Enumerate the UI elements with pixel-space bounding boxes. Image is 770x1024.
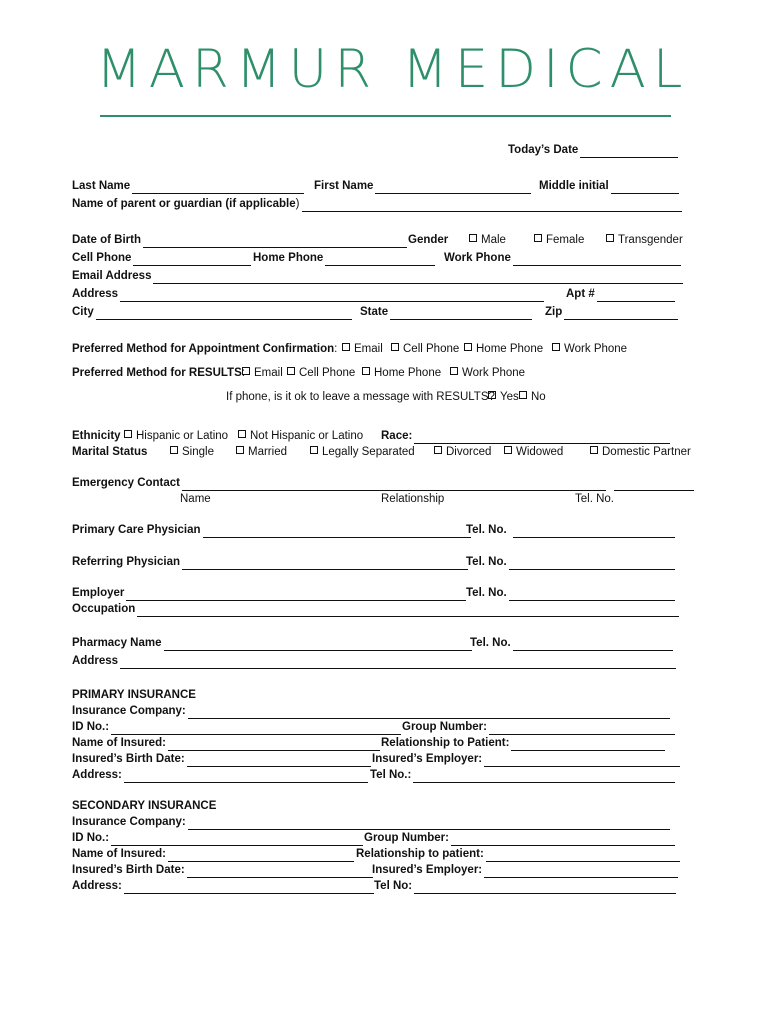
pharmacy-field[interactable] bbox=[164, 639, 472, 651]
checkbox-icon[interactable] bbox=[170, 446, 178, 454]
results-message-row bbox=[72, 389, 682, 405]
primary-ins-relationship-field[interactable] bbox=[511, 739, 665, 751]
email-row bbox=[72, 268, 682, 284]
pcp-label: Primary Care Physician bbox=[72, 524, 201, 536]
secondary-ins-employer-field[interactable] bbox=[484, 866, 678, 878]
pcp-row bbox=[72, 522, 682, 538]
marital-married-option[interactable]: Married bbox=[236, 444, 287, 460]
primary-ins-id-label: ID No.: bbox=[72, 721, 110, 733]
work-phone-label: Work Phone bbox=[444, 252, 511, 264]
results-method-row: Preferred Method for RESULTS : Email Cell Phone Home Phone Work Phone bbox=[72, 367, 526, 379]
parent-row bbox=[72, 196, 682, 212]
state-field[interactable] bbox=[390, 308, 532, 320]
first-name-field[interactable] bbox=[375, 182, 531, 194]
primary-ins-birth-field[interactable] bbox=[187, 755, 371, 767]
gender-label: Gender bbox=[408, 234, 449, 246]
primary-ins-id-row bbox=[72, 719, 682, 735]
address-label: Address bbox=[72, 288, 119, 300]
results-cell-option[interactable]: Cell Phone bbox=[299, 367, 356, 379]
pcp-field[interactable] bbox=[203, 526, 471, 538]
results-message-question: If phone, is it ok to leave a message with RESULTS? bbox=[226, 391, 495, 403]
checkbox-icon[interactable] bbox=[287, 367, 295, 375]
primary-ins-relationship-label: Relationship to Patient: bbox=[381, 737, 510, 749]
checkbox-icon[interactable] bbox=[238, 430, 246, 438]
checkbox-icon[interactable] bbox=[534, 234, 542, 242]
employer-row bbox=[72, 585, 682, 601]
checkbox-icon[interactable] bbox=[342, 343, 350, 351]
primary-ins-tel-field[interactable] bbox=[413, 771, 675, 783]
checkbox-icon[interactable] bbox=[464, 343, 472, 351]
primary-ins-company-row bbox=[72, 703, 682, 719]
address-row bbox=[72, 286, 682, 302]
emergency-sub-name: Name bbox=[180, 493, 211, 505]
occupation-label: Occupation bbox=[72, 603, 136, 615]
secondary-ins-birth-label: Insured’s Birth Date: bbox=[72, 864, 185, 876]
referring-tel-label: Tel. No. bbox=[466, 556, 507, 568]
marital-separated-option[interactable]: Legally Separated bbox=[310, 444, 415, 460]
checkbox-icon[interactable] bbox=[450, 367, 458, 375]
employer-field[interactable] bbox=[126, 589, 466, 601]
secondary-ins-tel-label: Tel No: bbox=[374, 880, 413, 892]
emergency-sub-relationship: Relationship bbox=[381, 493, 445, 505]
emergency-field[interactable] bbox=[182, 479, 606, 491]
city-label: City bbox=[72, 306, 94, 318]
checkbox-icon[interactable] bbox=[590, 446, 598, 454]
referring-label: Referring Physician bbox=[72, 556, 181, 568]
appt-work-option[interactable]: Work Phone bbox=[552, 341, 627, 357]
checkbox-icon[interactable] bbox=[124, 430, 132, 438]
secondary-ins-heading: SECONDARY INSURANCE bbox=[72, 800, 217, 812]
primary-ins-insured-field[interactable] bbox=[168, 739, 380, 751]
pharmacy-label: Pharmacy Name bbox=[72, 637, 162, 649]
email-label: Email Address bbox=[72, 270, 152, 282]
primary-ins-company-label: Insurance Company: bbox=[72, 705, 186, 717]
checkbox-icon[interactable] bbox=[504, 446, 512, 454]
primary-ins-birth-label: Insured’s Birth Date: bbox=[72, 753, 185, 765]
primary-ins-birth-row bbox=[72, 751, 682, 767]
primary-ins-company-field[interactable] bbox=[188, 707, 670, 719]
appt-email-option[interactable]: Email bbox=[342, 341, 383, 357]
secondary-ins-company-label: Insurance Company: bbox=[72, 816, 186, 828]
secondary-ins-company-field[interactable] bbox=[188, 818, 670, 830]
name-row bbox=[72, 178, 682, 194]
marital-single-option[interactable]: Single bbox=[170, 444, 214, 460]
referring-row bbox=[72, 554, 682, 570]
primary-ins-id-field[interactable] bbox=[111, 723, 401, 735]
primary-ins-address-row bbox=[72, 767, 682, 783]
emergency-label: Emergency Contact bbox=[72, 477, 181, 489]
secondary-ins-group-label: Group Number: bbox=[364, 832, 449, 844]
parent-field[interactable] bbox=[302, 200, 682, 212]
last-name-label: Last Name bbox=[72, 180, 131, 192]
todays-date-label: Today’s Date bbox=[508, 144, 579, 156]
primary-ins-address-label: Address: bbox=[72, 769, 122, 781]
pharmacy-address-label: Address bbox=[72, 655, 119, 667]
secondary-ins-relationship-label: Relationship to patient: bbox=[356, 848, 484, 860]
secondary-ins-address-row bbox=[72, 878, 682, 894]
appt-method-label: Preferred Method for Appointment Confirmation bbox=[72, 343, 335, 355]
secondary-ins-group-field[interactable] bbox=[451, 834, 675, 846]
secondary-ins-relationship-field[interactable] bbox=[486, 850, 680, 862]
marital-domestic-option[interactable]: Domestic Partner bbox=[590, 444, 691, 460]
referring-field[interactable] bbox=[182, 558, 468, 570]
ethnicity-not-hispanic-option[interactable]: Not Hispanic or Latino bbox=[238, 428, 363, 444]
pharmacy-address-row bbox=[72, 653, 682, 669]
cell-phone-field[interactable] bbox=[133, 254, 251, 266]
marital-divorced-option[interactable]: Divorced bbox=[434, 444, 491, 460]
checkbox-icon[interactable] bbox=[242, 367, 250, 375]
gender-male-option[interactable]: Male bbox=[469, 232, 506, 248]
pharmacy-address-field[interactable] bbox=[120, 657, 676, 669]
ethnicity-row bbox=[72, 428, 682, 444]
dob-label: Date of Birth bbox=[72, 234, 141, 246]
checkbox-icon[interactable] bbox=[488, 391, 496, 399]
employer-tel-label: Tel. No. bbox=[466, 587, 507, 599]
secondary-ins-id-field[interactable] bbox=[111, 834, 363, 846]
primary-ins-group-field[interactable] bbox=[489, 723, 675, 735]
primary-ins-employer-field[interactable] bbox=[484, 755, 680, 767]
parent-label-close: ) bbox=[295, 198, 300, 210]
secondary-ins-heading-row bbox=[72, 798, 682, 814]
apt-field[interactable] bbox=[597, 290, 675, 302]
middle-initial-label: Middle initial bbox=[539, 180, 609, 192]
emergency-row bbox=[72, 475, 682, 491]
emergency-sub-tel: Tel. No. bbox=[575, 493, 614, 505]
checkbox-icon[interactable] bbox=[552, 343, 560, 351]
checkbox-icon[interactable] bbox=[391, 343, 399, 351]
secondary-ins-address-label: Address: bbox=[72, 880, 122, 892]
checkbox-icon[interactable] bbox=[606, 234, 614, 242]
primary-ins-heading-row bbox=[72, 687, 682, 703]
results-work-option[interactable]: Work Phone bbox=[450, 365, 525, 381]
results-home-option[interactable]: Home Phone bbox=[362, 365, 441, 381]
clinic-title: MARMUR MEDICAL bbox=[96, 39, 690, 100]
occupation-field[interactable] bbox=[137, 605, 679, 617]
secondary-ins-id-label: ID No.: bbox=[72, 832, 110, 844]
checkbox-icon[interactable] bbox=[362, 367, 370, 375]
secondary-ins-birth-field[interactable] bbox=[187, 866, 373, 878]
parent-label: Name of parent or guardian (if applicable bbox=[72, 198, 296, 210]
last-name-field[interactable] bbox=[132, 182, 304, 194]
email-field[interactable] bbox=[153, 272, 683, 284]
appt-cell-option[interactable]: Cell Phone bbox=[391, 341, 459, 357]
pcp-tel-field[interactable] bbox=[513, 526, 675, 538]
gender-transgender-option[interactable]: Transgender bbox=[606, 232, 683, 248]
appt-home-option[interactable]: Home Phone bbox=[464, 341, 543, 357]
dob-row bbox=[72, 232, 682, 248]
checkbox-icon[interactable] bbox=[434, 446, 442, 454]
results-method-label: Preferred Method for RESULTS bbox=[72, 367, 242, 379]
secondary-ins-employer-label: Insured’s Employer: bbox=[372, 864, 483, 876]
marital-label: Marital Status bbox=[72, 446, 148, 458]
middle-initial-field[interactable] bbox=[611, 182, 679, 194]
secondary-ins-birth-row bbox=[72, 862, 682, 878]
address-field[interactable] bbox=[120, 290, 544, 302]
city-row bbox=[72, 304, 682, 320]
secondary-ins-insured-label: Name of Insured: bbox=[72, 848, 166, 860]
pharmacy-tel-label: Tel. No. bbox=[470, 637, 511, 649]
primary-ins-heading: PRIMARY INSURANCE bbox=[72, 689, 196, 701]
checkbox-icon[interactable] bbox=[236, 446, 244, 454]
checkbox-icon[interactable] bbox=[310, 446, 318, 454]
zip-field[interactable] bbox=[564, 308, 678, 320]
zip-label: Zip bbox=[545, 306, 563, 318]
primary-ins-group-label: Group Number: bbox=[402, 721, 487, 733]
gender-female-option[interactable]: Female bbox=[534, 232, 584, 248]
marital-widowed-option[interactable]: Widowed bbox=[504, 444, 563, 460]
todays-date-field[interactable] bbox=[580, 146, 678, 158]
referring-tel-field[interactable] bbox=[509, 558, 675, 570]
cell-phone-label: Cell Phone bbox=[72, 252, 132, 264]
employer-tel-field[interactable] bbox=[509, 589, 675, 601]
home-phone-label: Home Phone bbox=[253, 252, 324, 264]
home-phone-field[interactable] bbox=[325, 254, 435, 266]
checkbox-icon[interactable] bbox=[469, 234, 477, 242]
state-label: State bbox=[360, 306, 389, 318]
todays-date-row bbox=[72, 142, 682, 158]
occupation-row bbox=[72, 601, 682, 617]
secondary-ins-tel-field[interactable] bbox=[414, 882, 676, 894]
secondary-ins-insured-row bbox=[72, 846, 682, 862]
primary-ins-tel-label: Tel No.: bbox=[370, 769, 412, 781]
secondary-ins-address-field[interactable] bbox=[124, 882, 374, 894]
employer-label: Employer bbox=[72, 587, 125, 599]
pharmacy-row bbox=[72, 635, 682, 651]
ethnicity-label: Ethnicity bbox=[72, 430, 121, 442]
race-label: Race: bbox=[381, 430, 413, 442]
race-field[interactable] bbox=[414, 432, 670, 444]
checkbox-icon[interactable] bbox=[519, 391, 527, 399]
city-field[interactable] bbox=[96, 308, 352, 320]
pcp-tel-label: Tel. No. bbox=[466, 524, 507, 536]
primary-ins-address-field[interactable] bbox=[124, 771, 368, 783]
primary-ins-insured-row bbox=[72, 735, 682, 751]
pharmacy-tel-field[interactable] bbox=[513, 639, 673, 651]
marital-row bbox=[72, 444, 691, 460]
results-message-yes[interactable]: Yes bbox=[488, 389, 519, 405]
ethnicity-hispanic-option[interactable]: Hispanic or Latino bbox=[124, 428, 228, 444]
secondary-ins-id-row bbox=[72, 830, 682, 846]
appt-method-row: Preferred Method for Appointment Confirmation : Email Cell Phone Home Phone Work Phone bbox=[72, 343, 628, 355]
primary-ins-insured-label: Name of Insured: bbox=[72, 737, 166, 749]
apt-label: Apt # bbox=[566, 288, 595, 300]
secondary-ins-insured-field[interactable] bbox=[168, 850, 354, 862]
phones-row bbox=[72, 250, 682, 266]
first-name-label: First Name bbox=[314, 180, 374, 192]
emergency-tel-field[interactable] bbox=[614, 479, 694, 491]
secondary-ins-company-row bbox=[72, 814, 682, 830]
results-message-no[interactable]: No bbox=[519, 389, 546, 405]
results-email-option[interactable]: Email bbox=[242, 365, 299, 381]
work-phone-field[interactable] bbox=[513, 254, 681, 266]
title-divider bbox=[100, 115, 671, 117]
dob-field[interactable] bbox=[143, 236, 407, 248]
emergency-sub-row bbox=[72, 491, 682, 507]
primary-ins-employer-label: Insured’s Employer: bbox=[372, 753, 483, 765]
